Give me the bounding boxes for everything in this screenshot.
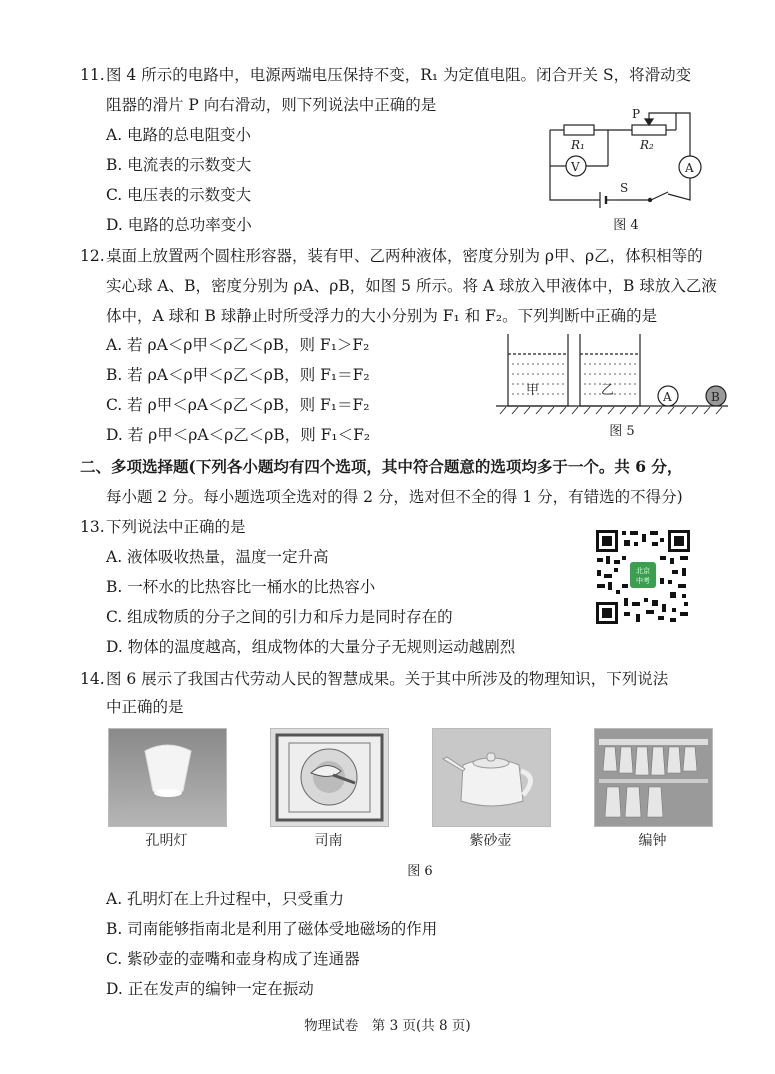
q12-text-line3: 体中，A 球和 B 球静止时所受浮力的大小分别为 F₁ 和 F₂。下列判断中正确的是 [106,307,658,325]
label-v: V [571,160,580,174]
page-footer: 物理试卷 第 3 页(共 8 页) [304,1018,471,1034]
fig5-caption: 图 5 [609,424,635,439]
qr-badge-text-line2: 中考 [636,577,650,585]
qr-code [594,528,692,626]
label-yi: 乙 [601,383,615,398]
label-a: A [685,161,694,175]
q13-option-b: B. 一杯水的比热容比一桶水的比热容小 [106,578,376,596]
switch [651,192,668,200]
fig6-caption: 图 6 [407,864,433,879]
kongming-lantern-image [108,728,227,827]
image-label-kongming-lantern: 孔明灯 [145,833,188,849]
ball-a-label: A [663,390,672,404]
q13-option-a: A. 液体吸收热量，温度一定升高 [106,548,329,566]
q11-option-d: D. 电路的总功率变小 [106,216,252,234]
q14-text-line1: 图 6 展示了我国古代劳动人民的智慧成果。关于其中所涉及的物理知识，下列说法 [106,670,669,688]
fig4-caption: 图 4 [613,218,639,233]
q12-option-c: C. 若 ρ甲＜ρA＜ρ乙＜ρB，则 F₁＝F₂ [106,396,370,414]
label-jia: 甲 [526,383,540,398]
q14-option-b: B. 司南能够指南北是利用了磁体受地磁场的作用 [106,920,438,938]
bianzhong-bells-image [594,728,713,827]
q14-option-c: C. 紫砂壶的壶嘴和壶身构成了连通器 [106,950,360,968]
label-s: S [620,181,629,195]
image-label-bianzhong: 编钟 [638,833,667,849]
q11-text-line1: 图 4 所示的电路中，电源两端电压保持不变，R₁ 为定值电阻。闭合开关 S，将滑动变 [106,66,692,84]
zisha-teapot-image [432,728,551,827]
section2-heading-line2: 每小题 2 分。每小题选项全选对的得 2 分，选对但不全的得 1 分，有错选的不得分) [106,488,683,506]
q11-option-b: B. 电流表的示数变大 [106,156,252,174]
q13-option-d: D. 物体的温度越高，组成物体的大量分子无规则运动越剧烈 [106,638,516,656]
image-label-zisha-teapot: 紫砂壶 [469,833,512,849]
q11-option-c: C. 电压表的示数变大 [106,186,252,204]
q12-text-line2: 实心球 A、B，密度分别为 ρA、ρB，如图 5 所示。将 A 球放入甲液体中，B 球放入乙液 [106,277,717,295]
q13-option-c: C. 组成物质的分子之间的引力和斥力是同时存在的 [106,608,453,626]
q12-option-b: B. 若 ρA＜ρ甲＜ρ乙＜ρB，则 F₁＝F₂ [106,366,370,384]
q11-text-line2: 阻器的滑片 P 向右滑动，则下列说法中正确的是 [106,96,437,114]
sinan-compass-image [270,728,389,827]
image-label-sinan: 司南 [314,833,343,849]
q13-number: 13. [80,518,105,536]
q12-text-line1: 桌面上放置两个圆柱形容器，装有甲、乙两种液体，密度分别为 ρ甲、ρ乙，体积相等的 [106,247,703,265]
r1-resistor [564,125,594,135]
q14-text-line2: 中正确的是 [106,698,184,716]
q14-option-d: D. 正在发声的编钟一定在振动 [106,980,314,998]
q14-number: 14. [80,670,105,688]
label-r1: R₁ [571,138,585,152]
q13-text-line1: 下列说法中正确的是 [106,518,246,536]
r2-rheostat [632,125,666,135]
q12-option-a: A. 若 ρA＜ρ甲＜ρ乙＜ρB，则 F₁＞F₂ [106,336,370,354]
q14-option-a: A. 孔明灯在上升过程中，只受重力 [106,890,345,908]
qr-badge-text-line1: 北京 [636,567,650,575]
label-r2: R₂ [640,138,654,152]
q11-option-a: A. 电路的总电阻变小 [106,126,252,144]
q11-number: 11. [80,66,105,84]
q12-option-d: D. 若 ρ甲＜ρA＜ρ乙＜ρB，则 F₁＜F₂ [106,426,371,444]
section2-heading-line1: 二、多项选择题(下列各小题均有四个选项，其中符合题意的选项均多于一个。共 6 分， [80,457,683,476]
label-p: P [632,108,641,121]
containers-diagram-fig5 [496,330,736,420]
ball-b-label: B [711,390,720,404]
q12-number: 12. [80,247,105,265]
